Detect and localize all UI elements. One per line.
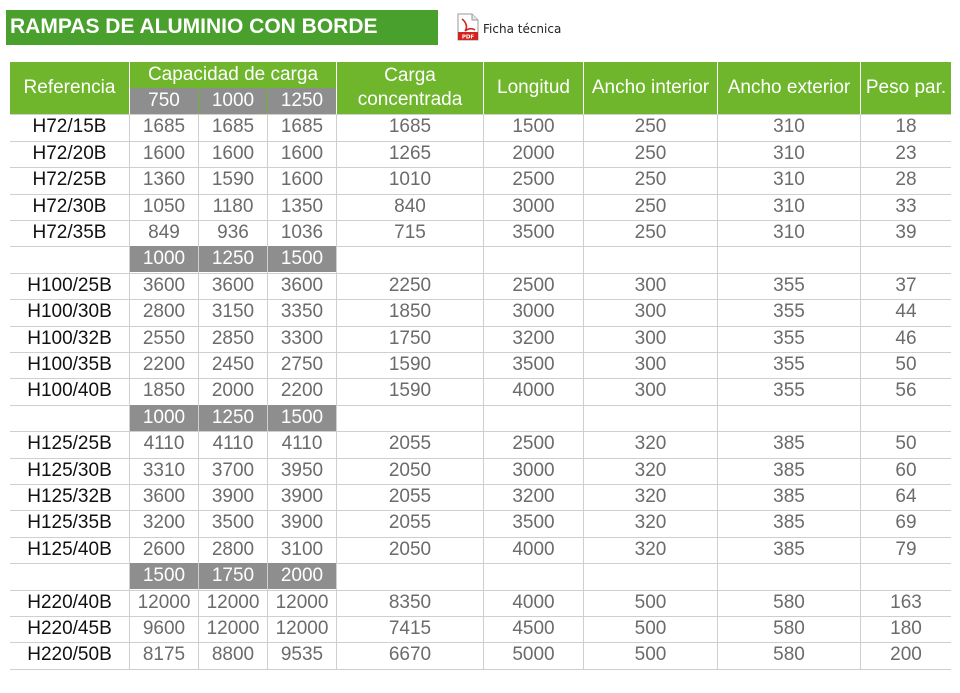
cell-capacidad-3: 12000	[275, 592, 329, 613]
cell-referencia: H100/40B	[27, 380, 112, 401]
cell-ancho-exterior: 580	[773, 644, 805, 665]
cell-referencia: H125/40B	[27, 539, 112, 560]
page-title-bar	[6, 10, 438, 45]
col-header-ancho-interior: Ancho interior	[591, 77, 710, 98]
ficha-tecnica-label[interactable]: Ficha técnica	[483, 22, 562, 36]
cell-carga-concentrada: 7415	[388, 618, 432, 639]
cell-longitud: 5000	[512, 644, 555, 665]
cell-longitud: 4000	[512, 539, 555, 560]
cell-ancho-exterior: 310	[773, 196, 805, 217]
cell-peso: 60	[895, 460, 917, 481]
cell-capacidad-2: 3600	[211, 275, 255, 296]
cell-referencia: H220/50B	[27, 644, 112, 665]
cell-referencia: H220/45B	[27, 618, 112, 639]
cell-ancho-exterior: 385	[773, 433, 805, 454]
cell-referencia: H72/20B	[32, 143, 107, 164]
col-header-carga-concentrada	[337, 62, 483, 114]
cell-carga-concentrada: 1590	[388, 380, 432, 401]
cell-capacidad-3: 1350	[280, 196, 324, 217]
cell-longitud: 4500	[512, 618, 555, 639]
cell-ancho-interior: 320	[634, 460, 667, 481]
cell-peso: 69	[895, 512, 917, 533]
capacity-tier-label: 1000	[199, 88, 267, 114]
cell-capacidad-3: 3300	[280, 328, 324, 349]
page-title: RAMPAS DE ALUMINIO CON BORDE	[10, 15, 378, 38]
table-row	[10, 537, 951, 563]
cell-capacidad-1: 2550	[142, 328, 186, 349]
cell-ancho-interior: 300	[634, 301, 667, 322]
cell-ancho-interior: 500	[634, 592, 667, 613]
capacity-tier-label: 1500	[268, 246, 336, 272]
cell-longitud: 4000	[512, 592, 555, 613]
cell-ancho-exterior: 385	[773, 460, 805, 481]
col-header-longitud: Longitud	[497, 77, 570, 98]
col-header-capacidad: Capacidad de carga	[147, 64, 319, 85]
table-row	[10, 510, 951, 536]
cell-peso: 163	[890, 592, 922, 613]
table-row	[10, 590, 951, 616]
capacity-tier-label: 1250	[199, 405, 267, 431]
cell-capacidad-2: 12000	[206, 592, 260, 613]
cell-ancho-exterior: 310	[773, 169, 805, 190]
column-divider	[267, 114, 268, 669]
cell-ancho-exterior: 385	[773, 512, 805, 533]
cell-longitud: 3500	[512, 354, 555, 375]
cell-referencia: H100/32B	[27, 328, 112, 349]
cell-peso: 18	[895, 116, 917, 137]
cell-capacidad-2: 936	[217, 222, 249, 243]
cell-capacidad-1: 1360	[142, 169, 186, 190]
cell-capacidad-1: 3200	[142, 512, 186, 533]
cell-capacidad-1: 1850	[142, 380, 186, 401]
cell-ancho-exterior: 385	[773, 539, 805, 560]
header-divider	[483, 62, 484, 114]
cell-ancho-exterior: 310	[773, 116, 805, 137]
cell-longitud: 3500	[512, 512, 555, 533]
cell-capacidad-2: 3700	[211, 460, 255, 481]
table-row	[10, 141, 951, 167]
cell-referencia: H72/25B	[32, 169, 107, 190]
table-row	[10, 167, 951, 193]
cell-ancho-exterior: 355	[773, 380, 805, 401]
cell-referencia: H125/35B	[27, 512, 112, 533]
cell-capacidad-3: 1685	[280, 116, 324, 137]
capacity-tier-label: 750	[130, 88, 198, 114]
cell-peso: 44	[895, 301, 917, 322]
cell-referencia: H100/25B	[27, 275, 112, 296]
cell-ancho-interior: 250	[634, 222, 667, 243]
cell-ancho-interior: 300	[634, 354, 667, 375]
cell-capacidad-2: 4110	[212, 433, 254, 454]
cell-capacidad-3: 3900	[280, 512, 324, 533]
cell-capacidad-2: 1600	[211, 143, 255, 164]
cell-carga-concentrada: 2250	[388, 275, 432, 296]
cell-carga-concentrada: 1590	[388, 354, 432, 375]
cell-longitud: 3200	[512, 328, 555, 349]
cell-referencia: H125/30B	[27, 460, 112, 481]
cell-peso: 64	[895, 486, 917, 507]
cell-longitud: 3000	[512, 460, 555, 481]
cell-capacidad-2: 1180	[212, 196, 254, 217]
cell-longitud: 2500	[512, 169, 555, 190]
capacity-tier-label: 1500	[268, 405, 336, 431]
cell-capacidad-1: 2200	[142, 354, 186, 375]
cell-capacidad-2: 2850	[211, 328, 255, 349]
cell-peso: 39	[895, 222, 917, 243]
cell-capacidad-3: 1600	[280, 169, 324, 190]
cell-capacidad-2: 3150	[211, 301, 255, 322]
cell-carga-concentrada: 2055	[388, 486, 432, 507]
cell-capacidad-3: 3900	[280, 486, 324, 507]
column-divider	[717, 114, 718, 669]
table-row	[10, 642, 951, 668]
cell-ancho-interior: 250	[634, 196, 667, 217]
table-row	[10, 220, 951, 246]
cell-ancho-interior: 250	[634, 116, 667, 137]
cell-peso: 50	[895, 433, 917, 454]
cell-capacidad-1: 12000	[137, 592, 191, 613]
cell-capacidad-3: 3950	[280, 460, 324, 481]
cell-peso: 28	[895, 169, 917, 190]
col-header-carga-line1: Carga	[384, 65, 436, 86]
cell-capacidad-1: 8175	[142, 644, 186, 665]
svg-text:PDF: PDF	[461, 34, 475, 41]
cell-longitud: 2500	[512, 433, 555, 454]
cell-capacidad-2: 3500	[211, 512, 255, 533]
cell-referencia: H100/30B	[27, 301, 112, 322]
cell-peso: 56	[895, 380, 917, 401]
cell-capacidad-1: 1685	[142, 116, 186, 137]
cell-peso: 200	[890, 644, 922, 665]
cell-referencia: H72/15B	[32, 116, 107, 137]
table-row	[10, 484, 951, 510]
cell-capacidad-1: 3600	[142, 275, 186, 296]
cell-ancho-interior: 300	[634, 380, 667, 401]
table-row	[10, 299, 951, 325]
cell-referencia: H125/32B	[27, 486, 112, 507]
cell-capacidad-1: 2600	[142, 539, 186, 560]
cell-ancho-interior: 300	[634, 275, 667, 296]
cell-referencia: H220/40B	[27, 592, 112, 613]
cell-capacidad-2: 3900	[211, 486, 255, 507]
cell-ancho-interior: 320	[634, 512, 667, 533]
cell-ancho-interior: 320	[634, 433, 667, 454]
cell-capacidad-1: 1600	[142, 143, 186, 164]
cell-capacidad-2: 12000	[206, 618, 260, 639]
cell-carga-concentrada: 2050	[388, 539, 432, 560]
cell-capacidad-3: 3100	[280, 539, 324, 560]
row-divider	[10, 669, 951, 670]
cell-peso: 33	[895, 196, 917, 217]
cell-carga-concentrada: 1850	[388, 301, 432, 322]
cell-ancho-exterior: 355	[773, 328, 805, 349]
cell-capacidad-3: 1036	[280, 222, 324, 243]
cell-capacidad-1: 4110	[143, 433, 185, 454]
cell-ancho-interior: 500	[634, 618, 667, 639]
cell-capacidad-2: 2000	[211, 380, 255, 401]
cell-referencia: H72/35B	[32, 222, 107, 243]
cell-ancho-exterior: 355	[773, 301, 805, 322]
cell-peso: 180	[890, 618, 922, 639]
table-row	[10, 194, 951, 220]
capacity-tier-label: 2000	[268, 563, 336, 589]
cell-capacidad-2: 8800	[211, 644, 255, 665]
cell-capacidad-3: 3350	[280, 301, 324, 322]
column-divider	[336, 114, 337, 669]
capacity-tier-label: 1250	[199, 246, 267, 272]
cell-capacidad-1: 9600	[142, 618, 186, 639]
col-header-referencia: Referencia	[23, 77, 116, 98]
cell-ancho-exterior: 355	[773, 354, 805, 375]
cell-carga-concentrada: 1265	[388, 143, 432, 164]
col-header-peso: Peso par.	[865, 77, 947, 98]
cell-carga-concentrada: 840	[394, 196, 426, 217]
header-divider	[583, 62, 584, 114]
header-divider	[336, 62, 337, 114]
cell-longitud: 3500	[512, 222, 555, 243]
cell-ancho-exterior: 580	[773, 618, 805, 639]
cell-capacidad-1: 849	[148, 222, 180, 243]
cell-capacidad-1: 3600	[142, 486, 186, 507]
cell-capacidad-2: 1590	[211, 169, 255, 190]
cell-ancho-interior: 320	[634, 539, 667, 560]
column-divider	[583, 114, 584, 669]
cell-capacidad-2: 2450	[211, 354, 255, 375]
cell-carga-concentrada: 1010	[388, 169, 432, 190]
column-divider	[860, 114, 861, 669]
cell-ancho-interior: 500	[634, 644, 667, 665]
cell-capacidad-3: 2200	[280, 380, 324, 401]
cell-longitud: 3000	[512, 196, 555, 217]
cell-longitud: 1500	[512, 116, 555, 137]
table-row	[10, 378, 951, 404]
cell-carga-concentrada: 2055	[388, 512, 432, 533]
cell-longitud: 2500	[512, 275, 555, 296]
cell-longitud: 3200	[512, 486, 555, 507]
capacity-tier-label: 1250	[268, 88, 336, 114]
cell-carga-concentrada: 2055	[388, 433, 432, 454]
cell-ancho-interior: 250	[634, 169, 667, 190]
table-row	[10, 114, 951, 140]
cell-carga-concentrada: 8350	[388, 592, 432, 613]
cell-capacidad-1: 1050	[142, 196, 186, 217]
column-divider	[198, 114, 199, 669]
cell-capacidad-1: 3310	[142, 460, 186, 481]
cell-referencia: H100/35B	[27, 354, 112, 375]
table-row	[10, 431, 951, 457]
table-row	[10, 616, 951, 642]
cell-capacidad-2: 2800	[211, 539, 255, 560]
cell-peso: 50	[895, 354, 917, 375]
cell-carga-concentrada: 715	[394, 222, 426, 243]
col-header-ancho-exterior: Ancho exterior	[727, 77, 851, 98]
cell-peso: 79	[895, 539, 917, 560]
column-divider	[483, 114, 484, 669]
header-divider	[717, 62, 718, 114]
table-row	[10, 458, 951, 484]
table-row	[10, 273, 951, 299]
cell-ancho-exterior: 310	[773, 143, 805, 164]
cell-ancho-interior: 250	[634, 143, 667, 164]
cell-peso: 23	[895, 143, 917, 164]
cell-carga-concentrada: 1750	[388, 328, 432, 349]
cell-carga-concentrada: 1685	[388, 116, 432, 137]
cell-capacidad-3: 2750	[280, 354, 324, 375]
cell-longitud: 2000	[512, 143, 555, 164]
cell-peso: 46	[895, 328, 917, 349]
cell-capacidad-3: 4110	[281, 433, 323, 454]
cell-ancho-exterior: 310	[773, 222, 805, 243]
cell-carga-concentrada: 6670	[388, 644, 432, 665]
capacity-tier-label: 1750	[199, 563, 267, 589]
cell-referencia: H72/30B	[32, 196, 107, 217]
header-divider	[860, 62, 861, 114]
capacity-tier-label: 1500	[130, 563, 198, 589]
cell-capacidad-3: 3600	[280, 275, 324, 296]
cell-longitud: 3000	[512, 301, 555, 322]
cell-capacidad-1: 2800	[142, 301, 186, 322]
column-divider	[129, 114, 130, 669]
cell-capacidad-3: 9535	[280, 644, 324, 665]
cell-capacidad-2: 1685	[211, 116, 255, 137]
pdf-icon	[457, 13, 479, 41]
cell-ancho-exterior: 385	[773, 486, 805, 507]
capacity-tier-label: 1000	[130, 246, 198, 272]
cell-ancho-interior: 300	[634, 328, 667, 349]
col-header-carga-line2: concentrada	[357, 89, 463, 110]
cell-longitud: 4000	[512, 380, 555, 401]
cell-carga-concentrada: 2050	[388, 460, 432, 481]
cell-capacidad-3: 12000	[275, 618, 329, 639]
cell-peso: 37	[895, 275, 917, 296]
capacity-tier-label: 1000	[130, 405, 198, 431]
cell-ancho-interior: 320	[634, 486, 667, 507]
table-row	[10, 352, 951, 378]
cell-capacidad-3: 1600	[280, 143, 324, 164]
cell-referencia: H125/25B	[27, 433, 112, 454]
table-row	[10, 326, 951, 352]
cell-ancho-exterior: 355	[773, 275, 805, 296]
cell-ancho-exterior: 580	[773, 592, 805, 613]
